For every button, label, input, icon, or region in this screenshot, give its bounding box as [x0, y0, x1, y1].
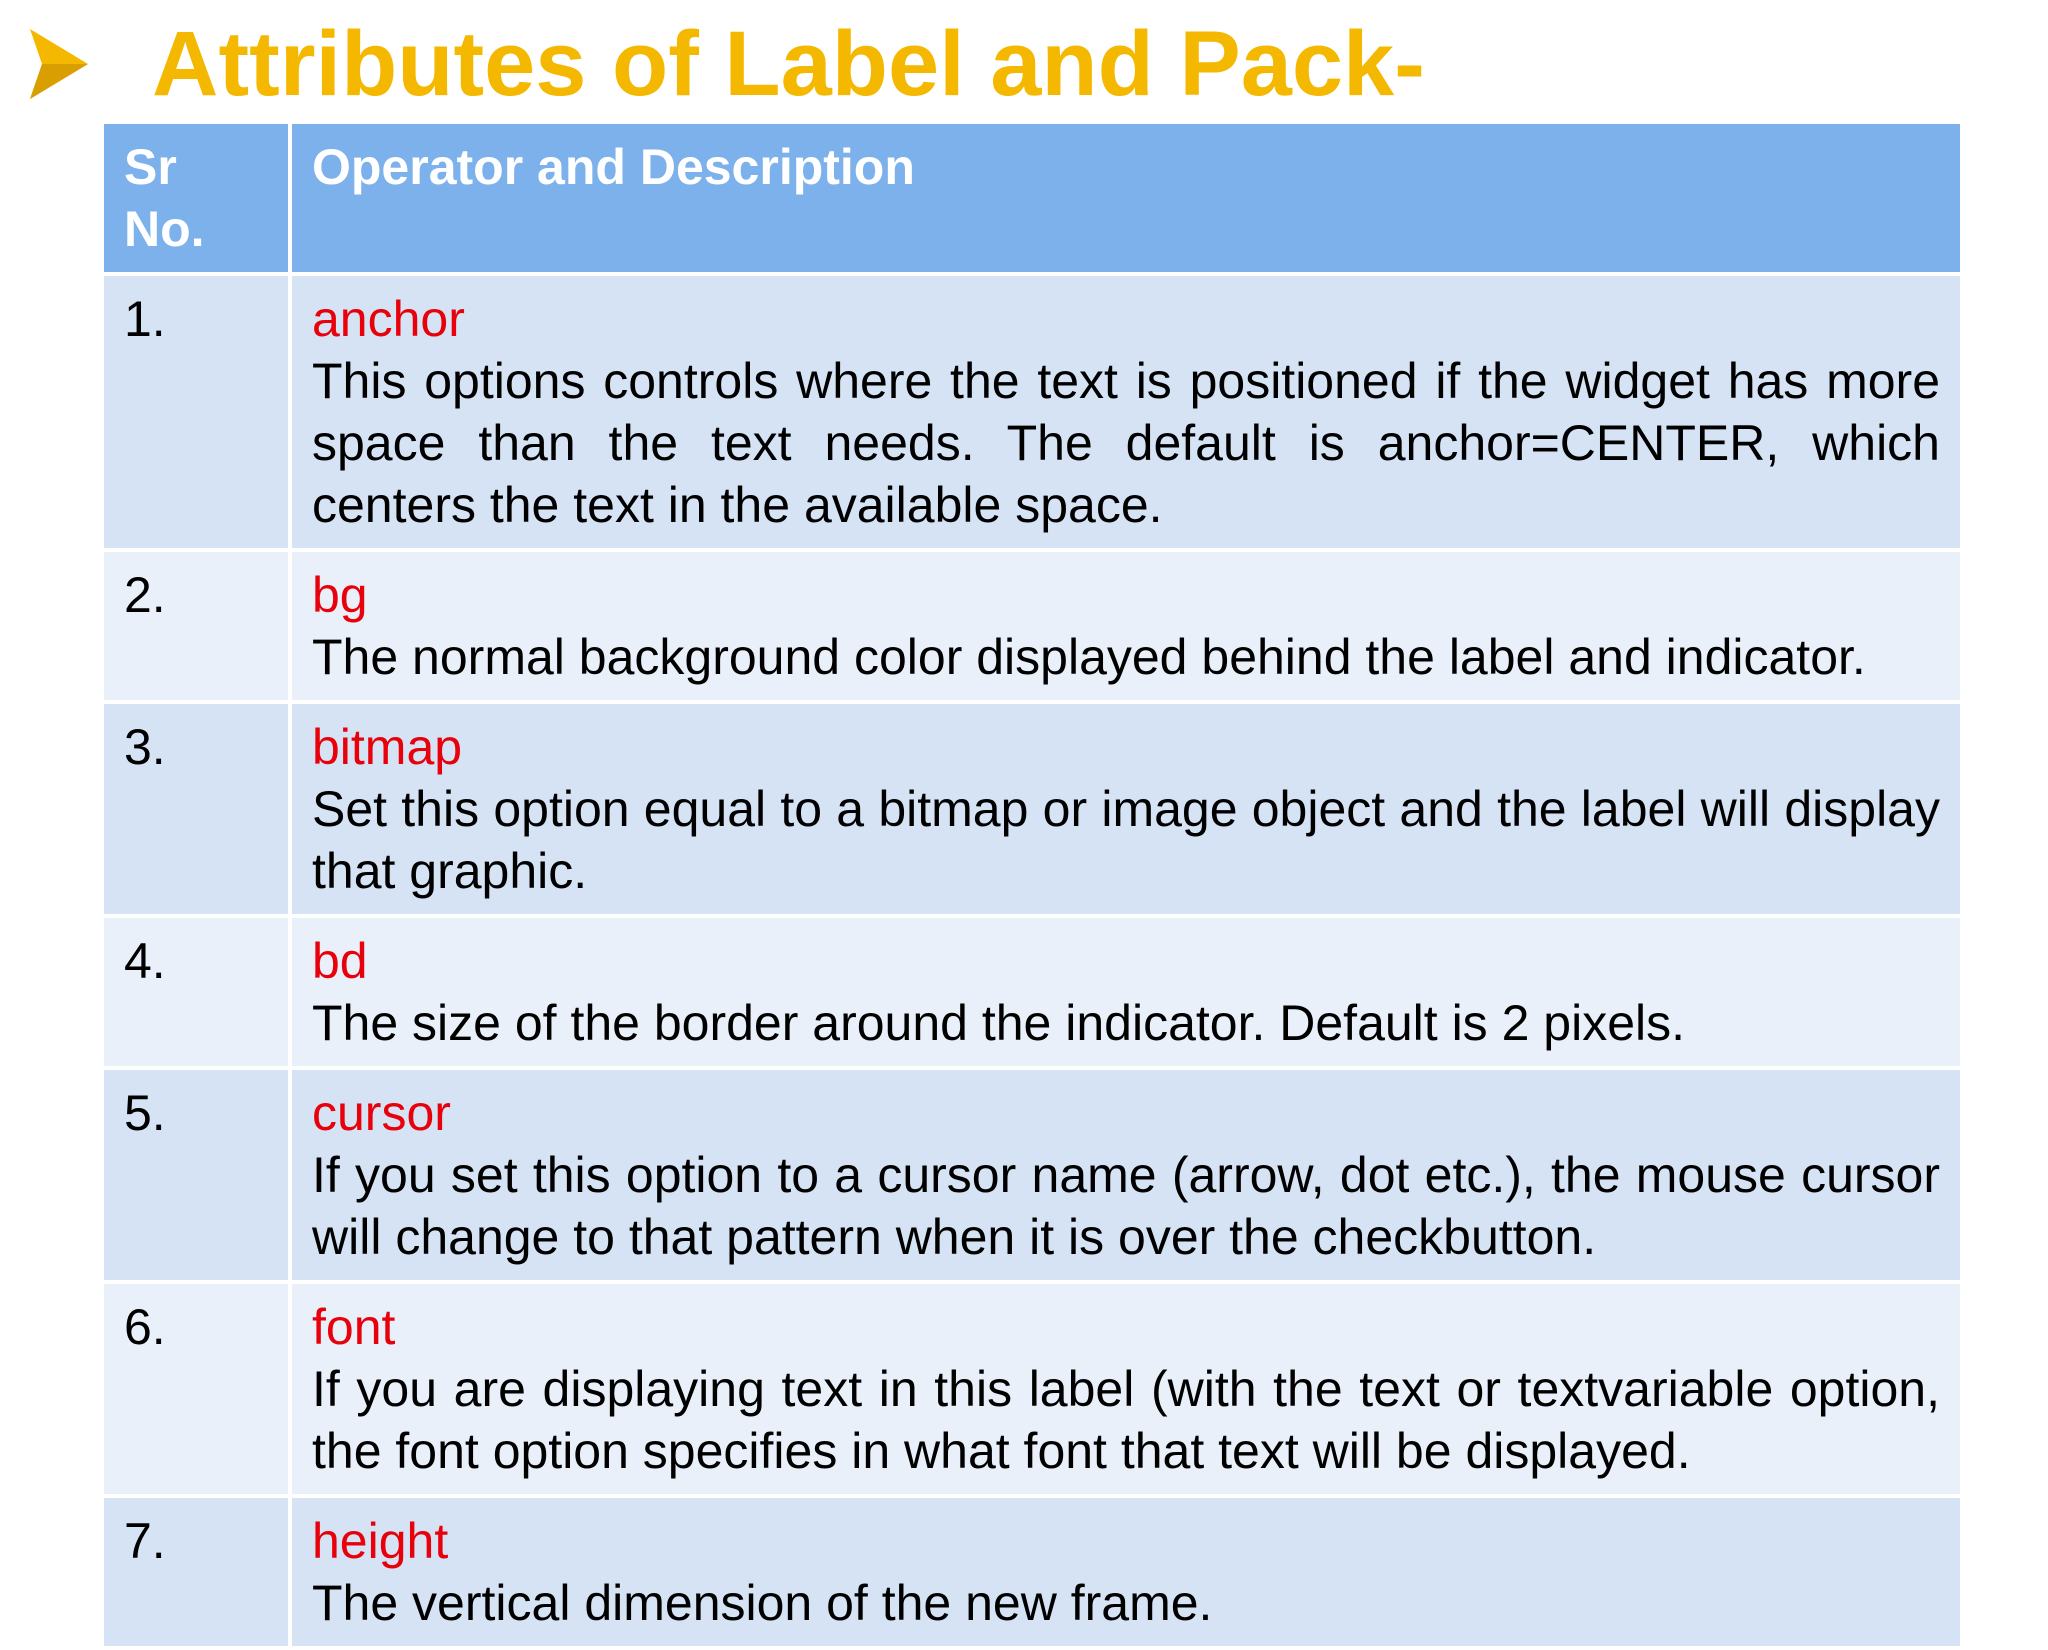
table-row — [104, 1070, 1960, 1280]
row-content — [292, 704, 1960, 914]
header-operator-description: Operator and Description — [292, 124, 1960, 272]
row-number: 1. — [104, 276, 288, 548]
slide-title-row — [28, 14, 1425, 114]
table-row — [104, 1498, 1960, 1646]
row-number: 3. — [104, 704, 288, 914]
row-number: 6. — [104, 1284, 288, 1494]
attribute-description: If you set this option to a cursor name (arrow, dot etc.), the mouse cursor will change to that pattern when it is over the checkbutton. — [312, 1147, 1940, 1265]
row-content — [292, 1498, 1960, 1646]
slide-title: Attributes of Label and Pack- — [152, 13, 1425, 115]
row-content — [292, 276, 1960, 548]
row-number: 4. — [104, 918, 288, 1066]
attribute-description: If you are displaying text in this label (with the text or textvariable option, the font option specifies in what font that text will be displayed. — [312, 1361, 1940, 1479]
table-row — [104, 704, 1960, 914]
attribute-description: The normal background color displayed behind the label and indicator. — [312, 629, 1866, 685]
row-content — [292, 918, 1960, 1066]
table-header-row — [104, 124, 1960, 272]
attribute-name: bg — [312, 567, 368, 623]
attributes-table — [100, 120, 1964, 1650]
attribute-name: anchor — [312, 291, 465, 347]
table-row — [104, 918, 1960, 1066]
table-row — [104, 276, 1960, 548]
row-number: 7. — [104, 1498, 288, 1646]
table-row — [104, 1284, 1960, 1494]
arrow-bullet-icon — [28, 27, 90, 101]
header-sr-no: Sr No. — [104, 124, 288, 272]
attribute-description: The size of the border around the indicator. Default is 2 pixels. — [312, 995, 1685, 1051]
row-content — [292, 552, 1960, 700]
row-content — [292, 1070, 1960, 1280]
attributes-table-container — [104, 120, 1952, 1650]
attribute-name: cursor — [312, 1085, 451, 1141]
attribute-name: height — [312, 1513, 449, 1569]
attribute-description: Set this option equal to a bitmap or image object and the label will display that graphic. — [312, 781, 1940, 899]
attribute-description: This options controls where the text is positioned if the widget has more space than the text needs. The default is anchor=CENTER, which centers the text in the available space. — [312, 353, 1940, 533]
attribute-name: bitmap — [312, 719, 463, 775]
row-number: 2. — [104, 552, 288, 700]
attribute-name: font — [312, 1299, 396, 1355]
row-content — [292, 1284, 1960, 1494]
attribute-description: The vertical dimension of the new frame. — [312, 1575, 1213, 1631]
row-number: 5. — [104, 1070, 288, 1280]
table-row — [104, 552, 1960, 700]
attribute-name: bd — [312, 933, 368, 989]
